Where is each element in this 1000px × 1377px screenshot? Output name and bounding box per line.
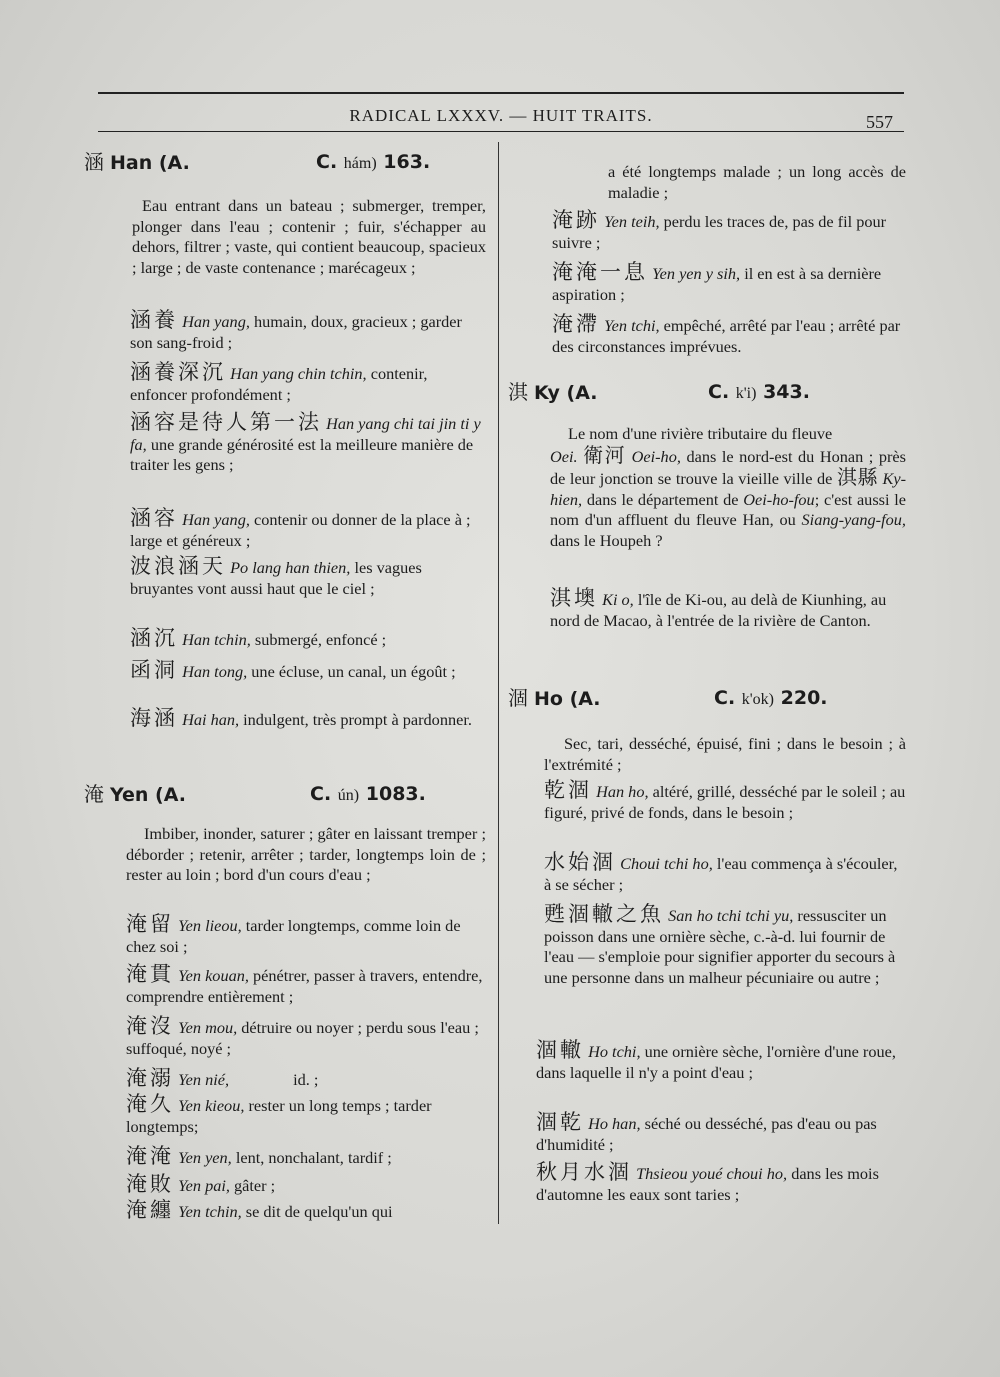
cantonese-reading: C. k'i) 343. xyxy=(708,381,810,403)
compound-item: 涵養 Han yang, humain, doux, gracieux ; garder son sang-froid ; xyxy=(130,308,462,352)
entry-ky-definition: Le nom d'une rivière tributaire du fleuve Oei. 衛河 Oei-ho, dans le nord-est du Honan ; près de leur jonction se trouve la vieille ville de 淇縣 Ky-hien, dans le département de Oei-ho-fou; c'est aussi le nom d'un affluent du fleuve Han, ou Siang-yang-fou, dans le Houpeh ? xyxy=(550,424,907,550)
compound-item: 涵容 Han yang, contenir ou donner de la place à ; large et généreux ; xyxy=(130,506,471,550)
compound-item: 淇墺 Ki o, l'île de Ki-ou, au delà de Kiunhing, au nord de Macao, à l'entrée de la rivière de Canton. xyxy=(550,586,887,630)
entry-romanization: Ky (A. xyxy=(534,382,598,404)
compound-item: 淹跡 Yen teih, perdu les traces de, pas de fil pour suivre ; xyxy=(552,208,887,252)
compound-item: 乾涸 Han ho, altéré, grillé, desséché par le soleil ; au figuré, privé de fonds, dans le besoin ; xyxy=(544,778,906,822)
compound-item: 水始涸 Choui tchi ho, l'eau commença à s'écouler, à se sécher ; xyxy=(544,850,898,894)
compound-item: 淹留 Yen lieou, tarder longtemps, comme loin de chez soi ; xyxy=(126,912,461,956)
entry-character: 淇 xyxy=(508,380,528,404)
compound-item: 淹纏 Yen tchin, se dit de quelqu'un qui xyxy=(126,1198,393,1222)
compound-item: 淹淹一息 Yen yen y sih, il en est à sa dernière aspiration ; xyxy=(552,260,882,304)
page-number: 557 xyxy=(866,112,893,132)
entry-romanization: Yen (A. xyxy=(110,784,186,806)
entry-han-heading xyxy=(84,152,486,180)
compound-item: 涸乾 Ho han, séché ou desséché, pas d'eau ou pas d'humidité ; xyxy=(536,1110,877,1154)
entry-character: 淹 xyxy=(84,782,104,806)
entry-yen-heading xyxy=(84,784,486,812)
entry-yen-definition: Imbiber, inonder, saturer ; gâter en laissant tremper ; déborder ; retenir, arrêter ; tarder, longtemps loin de ; rester au loin ; bord d'un cours d'eau ; xyxy=(126,824,486,885)
compound-item: 海涵 Hai han, indulgent, très prompt à pardonner. xyxy=(130,706,472,730)
entry-ky-heading xyxy=(508,382,906,410)
cantonese-reading: C. ún) 1083. xyxy=(310,783,426,805)
compound-item: 涵容是待人第一法 Han yang chi tai jin ti y fa, une grande générosité est la meilleure manière de traiter les gens ; xyxy=(130,410,481,475)
entry-ho-definition: Sec, tari, desséché, épuisé, fini ; dans le besoin ; à l'extrémité ; xyxy=(544,734,906,774)
compound-item: 涸轍 Ho tchi, une ornière sèche, l'ornière d'une roue, dans laquelle il n'y a point d'eau ; xyxy=(536,1038,896,1082)
compound-item: 淹久 Yen kieou, rester un long temps ; tarder longtemps; xyxy=(126,1092,432,1136)
top-rule xyxy=(98,92,904,94)
compound-item: 淹淹 Yen yen, lent, nonchalant, tardif ; xyxy=(126,1144,392,1168)
entry-ho-heading xyxy=(508,688,906,716)
compound-item: 波浪涵天 Po lang han thien, les vagues bruyantes vont aussi haut que le ciel ; xyxy=(130,554,422,598)
entry-character: 涵 xyxy=(84,150,104,174)
compound-item: 秋月水涸 Thsieou youé choui ho, dans les mois d'automne les eaux sont taries ; xyxy=(536,1160,879,1204)
compound-item: 淹滯 Yen tchi, empêché, arrêté par l'eau ; arrêté par des circonstances imprévues. xyxy=(552,312,901,356)
entry-continuation: a été longtemps malade ; un long accès de maladie ; xyxy=(608,162,906,202)
running-header: RADICAL LXXXV. — HUIT TRAITS. xyxy=(349,106,653,125)
entry-romanization: Ho (A. xyxy=(534,688,601,710)
compound-item: 淹敗 Yen pai, gâter ; xyxy=(126,1172,276,1196)
compound-item: 函洞 Han tong, une écluse, un canal, un égoût ; xyxy=(130,658,456,682)
header-rule xyxy=(98,131,904,132)
compound-item: 涵養深沉 Han yang chin tchin, contenir, enfoncer profondément ; xyxy=(130,360,428,404)
compound-item: 涵沉 Han tchin, submergé, enfoncé ; xyxy=(130,626,387,650)
column-divider xyxy=(498,142,499,1224)
compound-item: 甦涸轍之魚 San ho tchi tchi yu, ressusciter un poisson dans une ornière sèche, c.-à-d. lui fournir de l'eau — s'emploie pour signifier apporter du secours à une personne dans un malheur pécuniaire ou autre ; xyxy=(544,902,896,987)
cantonese-reading: C. k'ok) 220. xyxy=(714,687,828,709)
entry-character: 涸 xyxy=(508,686,528,710)
compound-item: 淹溺 Yen nié, id. ; xyxy=(126,1066,319,1090)
compound-item: 淹沒 Yen mou, détruire ou noyer ; perdu sous l'eau ; suffoqué, noyé ; xyxy=(126,1014,479,1058)
entry-han-definition: Eau entrant dans un bateau ; submerger, tremper, plonger dans l'eau ; contenir ; fuir, s'échapper au dehors, filtrer ; vaste, qui contient beaucoup, spacieux ; large ; de vaste contenance ; marécageux ; xyxy=(132,196,486,277)
compound-item: 淹貫 Yen kouan, pénétrer, passer à travers, entendre, comprendre entièrement ; xyxy=(126,962,483,1006)
cantonese-reading: C. hám) 163. xyxy=(316,151,431,173)
entry-romanization: Han (A. xyxy=(110,152,190,174)
